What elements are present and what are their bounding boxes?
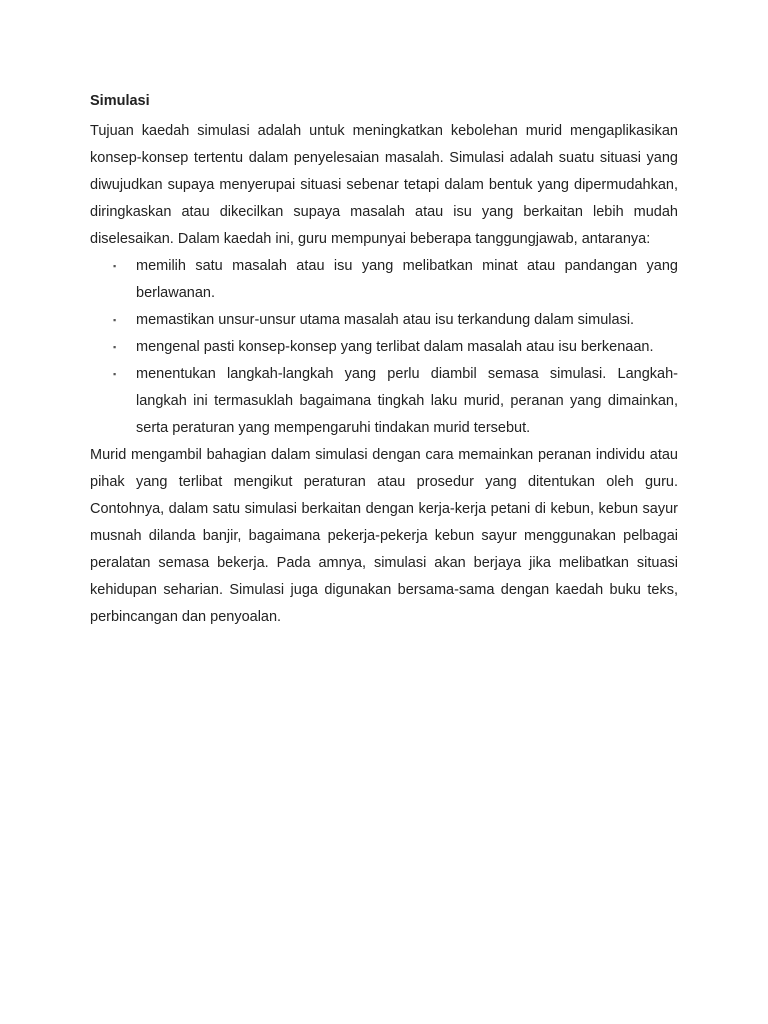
bullet-icon: ▪ (113, 315, 117, 325)
list-item-text: mengenal pasti konsep-konsep yang terlibat dalam masalah atau isu berkenaan. (136, 339, 654, 355)
bullet-icon: ▪ (113, 261, 117, 271)
section-heading: Simulasi (90, 93, 150, 109)
document-page (90, 88, 678, 631)
list-item-text: memastikan unsur-unsur utama masalah atau isu terkandung dalam simulasi. (136, 312, 635, 328)
bullet-icon: ▪ (113, 342, 117, 352)
list-item-text: menentukan langkah-langkah yang perlu diambil semasa simulasi. Langkah-langkah ini termasuklah bagaimana tingkah laku murid, peranan yang dimainkan, serta peraturan yang mempengaruhi tindakan murid tersebut. (136, 366, 678, 436)
list-item (90, 334, 678, 361)
responsibility-list (90, 253, 678, 442)
list-item (90, 307, 678, 334)
list-item (90, 361, 678, 442)
intro-paragraph: Tujuan kaedah simulasi adalah untuk meningkatkan kebolehan murid mengaplikasikan konsep-konsep tertentu dalam penyelesaian masalah. Simulasi adalah suatu situasi yang diwujudkan supaya menyerupai situasi sebenar tetapi dalam bentuk yang dipermudahkan, diringkaskan atau dikecilkan supaya masalah atau isu yang berkaitan lebih mudah diselesaikan. Dalam kaedah ini, guru mempunyai beberapa tanggungjawab, antaranya: (90, 123, 678, 247)
list-item (90, 253, 678, 307)
closing-paragraph: Murid mengambil bahagian dalam simulasi dengan cara memainkan peranan individu atau pihak yang terlibat mengikut peraturan atau prosedur yang ditentukan oleh guru. Contohnya, dalam satu simulasi berkaitan dengan kerja-kerja petani di kebun, kebun sayur musnah dilanda banjir, bagaimana pekerja-pekerja kebun sayur menggunakan pelbagai peralatan semasa bekerja. Pada amnya, simulasi akan berjaya jika melibatkan situasi kehidupan seharian. Simulasi juga digunakan bersama-sama dengan kaedah buku teks, perbincangan dan penyoalan. (90, 447, 678, 625)
bullet-icon: ▪ (113, 369, 117, 379)
list-item-text: memilih satu masalah atau isu yang melibatkan minat atau pandangan yang berlawanan. (136, 258, 678, 301)
